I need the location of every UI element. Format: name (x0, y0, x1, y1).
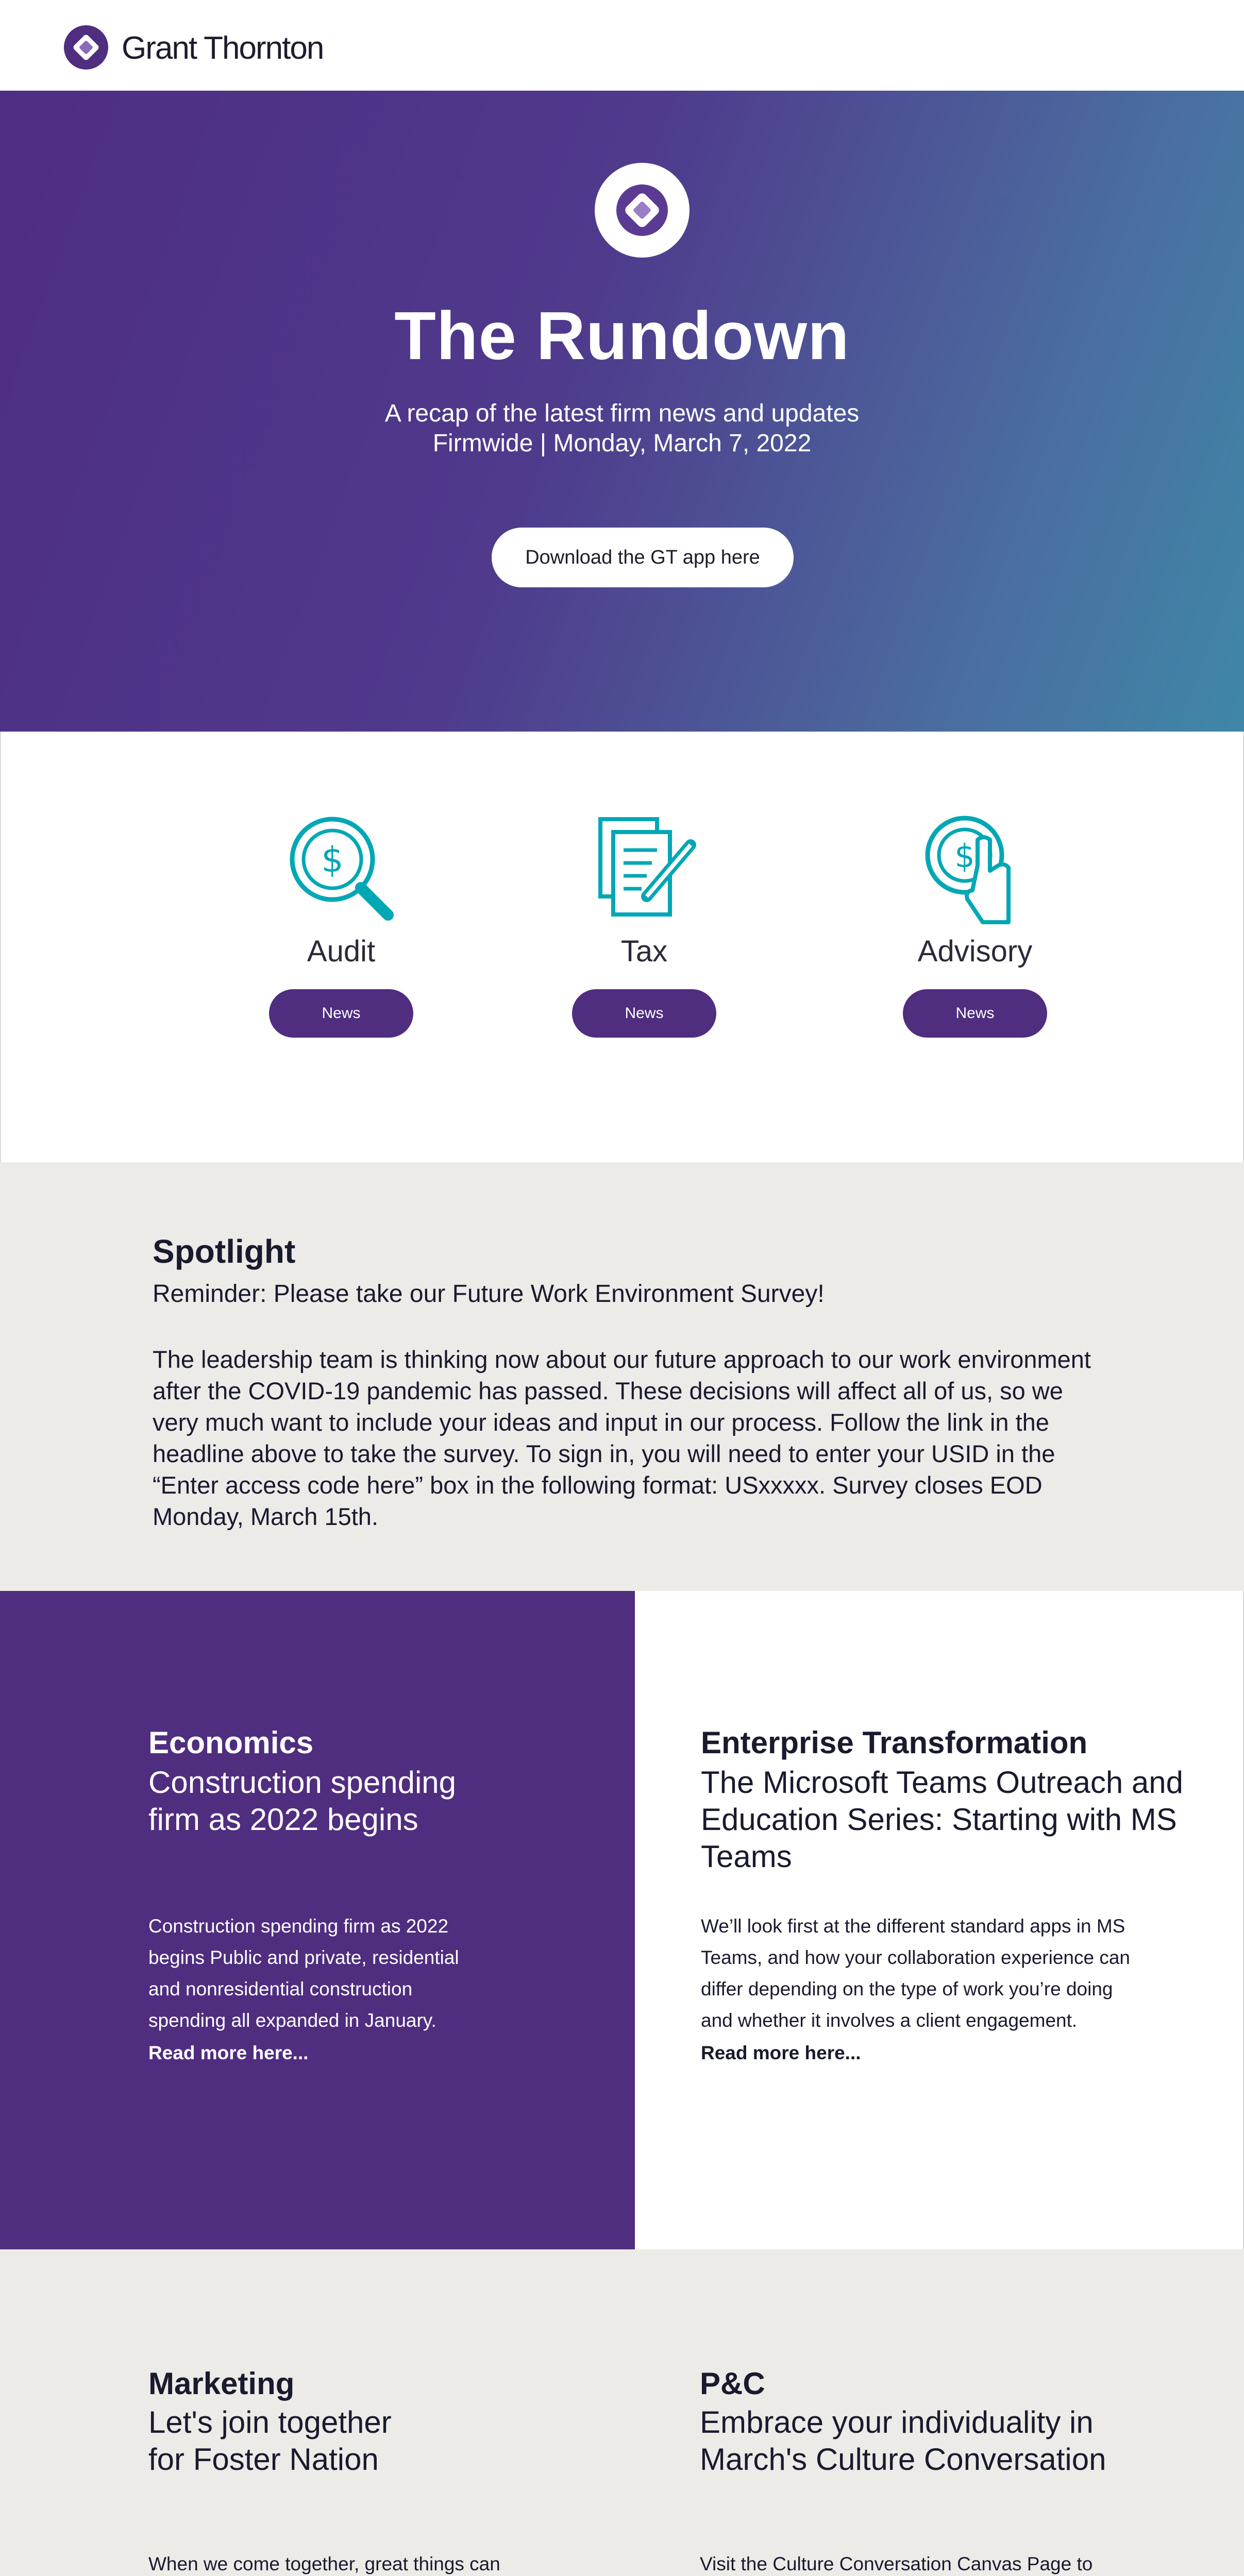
body-line: Construction spending firm as 2022 (148, 1916, 449, 1937)
service-tax (546, 809, 742, 1038)
advisory-news-button[interactable]: News (903, 989, 1047, 1038)
body-line: and whether it involves a client engagement. (701, 2010, 1078, 2031)
body-line: spending all expanded in January. (148, 2010, 436, 2031)
service-label: Tax (620, 935, 668, 968)
svg-text:$: $ (321, 840, 344, 880)
headline-line: Let's join together (148, 2405, 392, 2439)
service-label: Advisory (917, 935, 1033, 968)
card-category: Economics (148, 1725, 314, 1760)
body-line: begins Public and private, residential (148, 1947, 459, 1968)
grant-thornton-logo-icon[interactable] (64, 25, 108, 70)
newsletter-title: The Rundown (394, 298, 850, 374)
card-headline[interactable] (148, 2404, 392, 2478)
service-label: Audit (307, 935, 376, 968)
survey-reminder-link[interactable]: Reminder: Please take our Future Work Environment Survey! (153, 1280, 825, 1308)
brand-name[interactable]: Grant Thornton (122, 30, 324, 66)
read-more-link[interactable]: Read more here... (701, 2042, 861, 2063)
spotlight-title: Spotlight (153, 1233, 296, 1270)
card-category: Marketing (148, 2366, 295, 2401)
body-line: differ depending on the type of work you’re doing (701, 1978, 1113, 1999)
body-line: We’ll look first at the different standard apps in MS (701, 1916, 1125, 1937)
card-headline[interactable] (148, 1764, 456, 1838)
headline-line: firm as 2022 begins (148, 1802, 418, 1837)
headline-line: Embrace your individuality in (700, 2405, 1094, 2439)
service-audit (243, 809, 439, 1038)
download-app-button[interactable]: Download the GT app here (492, 528, 794, 587)
newsletter-subtitle (0, 399, 1244, 459)
card-body (148, 1910, 540, 2036)
card-category: P&C (700, 2366, 765, 2401)
body-line: and nonresidential construction (148, 1978, 413, 1999)
rundown-badge-icon (595, 163, 690, 258)
issue-date: Firmwide | Monday, March 7, 2022 (432, 430, 812, 457)
email-header (0, 0, 1244, 91)
spotlight-section (0, 1162, 1244, 1591)
headline-line: Teams (701, 1839, 792, 1874)
read-more-link[interactable]: Read more here... (148, 2042, 309, 2063)
body-line: Visit the Culture Conversation Canvas Page to (700, 2553, 1093, 2574)
card-category: Enterprise Transformation (701, 1725, 1088, 1760)
headline-line: The Microsoft Teams Outreach and (701, 1765, 1183, 1800)
economics-card (0, 1591, 635, 2249)
headline-line: Education Series: Starting with MS (701, 1802, 1177, 1837)
spotlight-body: The leadership team is thinking now about our future approach to our work environment after the COVID-19 pandemic has passed. These decisions will affect all of us, so we very much want to include your ideas and input in our process. Follow the link in the headline above to take the survey. To sign in, you will need to enter your USID in the “Enter access code here” box in the following format: USxxxxx. Survey closes EOD Monday, March 15th. (153, 1346, 1091, 1530)
enterprise-transformation-card (635, 1591, 1244, 2249)
svg-text:$: $ (954, 837, 975, 875)
card-headline[interactable] (700, 2404, 1106, 2478)
hero-banner (0, 91, 1244, 732)
headline-line: Construction spending (148, 1765, 457, 1800)
card-headline[interactable] (701, 1764, 1183, 1875)
news-row-2 (0, 2249, 1244, 2576)
headline-line: for Foster Nation (148, 2442, 379, 2477)
service-lines (0, 732, 1244, 1162)
audit-news-button[interactable]: News (269, 989, 413, 1038)
headline-line: March's Culture Conversation (700, 2442, 1106, 2477)
tax-news-button[interactable]: News (572, 989, 716, 1038)
hand-dollar-icon (916, 809, 1034, 927)
magnifier-dollar-icon (282, 809, 400, 927)
body-line: Teams, and how your collaboration experience can (701, 1947, 1130, 1968)
body-line: When we come together, great things can (148, 2553, 500, 2574)
card-body (148, 2548, 592, 2576)
subtitle-line: A recap of the latest firm news and updates (384, 400, 860, 427)
service-advisory (877, 809, 1073, 1038)
card-body (701, 1910, 1206, 2036)
document-pencil-icon (585, 809, 703, 927)
card-body (700, 2548, 1205, 2576)
